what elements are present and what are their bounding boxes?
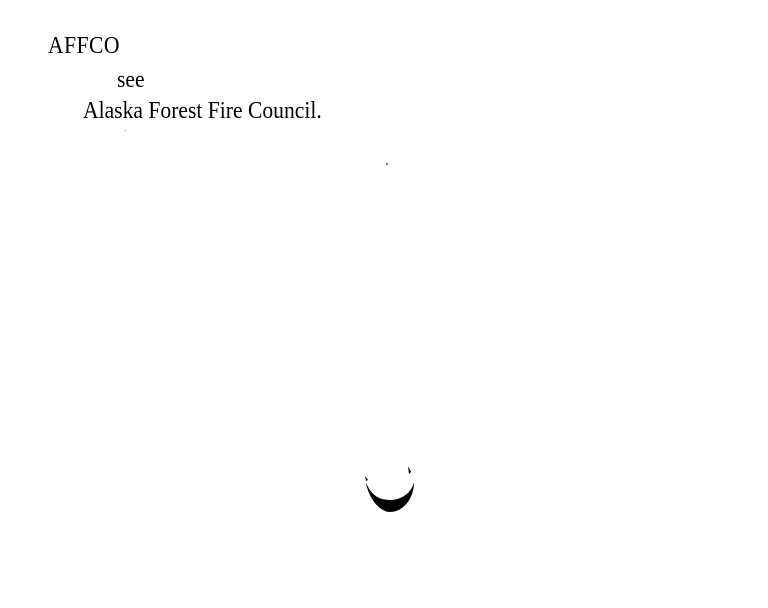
card-heading: AFFCO [48,33,120,59]
cross-reference: Alaska Forest Fire Council. [83,98,322,124]
ink-speck [386,163,388,165]
ink-speck [125,130,126,131]
punch-hole-icon [362,462,418,518]
see-label: see [117,67,145,93]
